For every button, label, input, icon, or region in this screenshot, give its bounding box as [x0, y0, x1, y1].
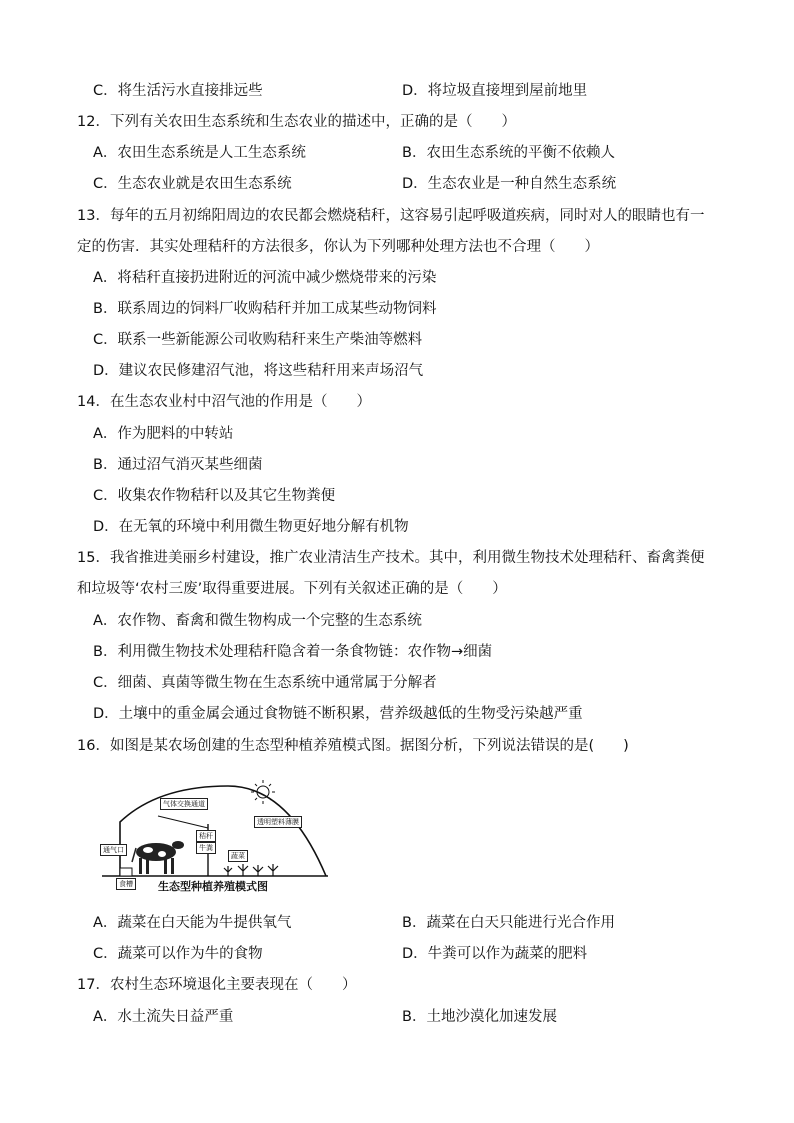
- q16-option-a: A．蔬菜在白天能为牛提供氧气: [93, 915, 292, 931]
- q12-option-b: B．农田生态系统的平衡不依赖人: [402, 145, 615, 161]
- q15-option-c: C．细菌、真菌等微生物在生态系统中通常属于分解者: [93, 675, 437, 691]
- label-vegetables: 蔬菜: [228, 850, 248, 862]
- q12-option-a: A．农田生态系统是人工生态系统: [93, 145, 306, 161]
- q17-option-a: A．水土流失日益严重: [93, 1009, 234, 1025]
- q17-option-b: B．土地沙漠化加速发展: [402, 1009, 557, 1025]
- greenhouse-dome: [120, 786, 326, 876]
- cow-spot: [158, 851, 166, 857]
- label-dung: 牛粪: [196, 842, 216, 854]
- q12-option-d: D．生态农业是一种自然生态系统: [402, 176, 617, 192]
- q14-option-a: A．作为肥料的中转站: [93, 426, 234, 442]
- q16-option-d: D．牛粪可以作为蔬菜的肥料: [402, 946, 588, 962]
- figure-caption: 生态型种植养殖模式图: [158, 880, 268, 893]
- q12-option-c: C．生态农业就是农田生态系统: [93, 176, 292, 192]
- q13-option-a: A．将秸秆直接扔进附近的河流中减少燃烧带来的污染: [93, 270, 437, 286]
- vegetable-plants-icon: [224, 864, 278, 876]
- q16-figure: [98, 772, 334, 898]
- q15-option-b: B．利用微生物技术处理秸秆隐含着一条食物链：农作物→细菌: [93, 644, 493, 660]
- q14-option-d: D．在无氧的环境中利用微生物更好地分解有机物: [93, 519, 409, 535]
- q11-option-d: D．将垃圾直接埋到屋前地里: [402, 83, 588, 99]
- cow-icon: [132, 841, 184, 874]
- gas-exchange-arrow: [158, 816, 208, 828]
- label-gas-exchange: 气体交换通道: [160, 798, 208, 810]
- q13-option-c: C．联系一些新能源公司收购秸秆来生产柴油等燃料: [93, 332, 423, 348]
- q13-stem-line1: 13．每年的五月初绵阳周边的农民都会燃烧秸秆，这容易引起呼吸道疾病，同时对人的眼睛也有一: [77, 208, 705, 224]
- q13-option-b: B．联系周边的饲料厂收购秸秆并加工成某些动物饲料: [93, 301, 437, 317]
- q13-stem-line2: 定的伤害．其实处理秸秆的方法很多，你认为下列哪种处理方法也不合理（ ）: [77, 239, 599, 255]
- cow-spot: [143, 847, 153, 853]
- q14-option-c: C．收集农作物秸秆以及其它生物粪便: [93, 488, 336, 504]
- q16-option-b: B．蔬菜在白天只能进行光合作用: [402, 915, 615, 931]
- q17-stem: 17．农村生态环境退化主要表现在（ ）: [77, 977, 357, 993]
- label-feed-trough: 食槽: [116, 878, 136, 890]
- q14-stem: 14．在生态农业村中沼气池的作用是（ ）: [77, 394, 371, 410]
- q15-stem-line1: 15．我省推进美丽乡村建设，推广农业清洁生产技术。其中，利用微生物技术处理秸秆、畜禽粪便: [77, 550, 705, 566]
- q15-stem-line2: 和垃圾等‘农村三废’取得重要进展。下列有关叙述正确的是（ ）: [77, 581, 507, 597]
- label-vent: 通气口: [100, 844, 127, 856]
- q15-option-a: A．农作物、畜禽和微生物构成一个完整的生态系统: [93, 613, 422, 629]
- label-plastic-film: 透明塑料薄膜: [254, 816, 302, 828]
- q12-stem: 12．下列有关农田生态系统和生态农业的描述中，正确的是（ ）: [77, 114, 516, 130]
- q13-option-d: D．建议农民修建沼气池，将这些秸秆用来声场沼气: [93, 363, 424, 379]
- q14-option-b: B．通过沼气消灭某些细菌: [93, 457, 263, 473]
- q16-option-c: C．蔬菜可以作为牛的食物: [93, 946, 263, 962]
- feed-trough-icon: [120, 868, 132, 876]
- q16-stem: 16．如图是某农场创建的生态型种植养殖模式图。据图分析，下列说法错误的是( ): [77, 738, 629, 754]
- label-straw: 秸秆: [196, 830, 216, 842]
- q15-option-d: D．土壤中的重金属会通过食物链不断积累，营养级越低的生物受污染越严重: [93, 706, 583, 722]
- q11-option-c: C．将生活污水直接排远些: [93, 83, 263, 99]
